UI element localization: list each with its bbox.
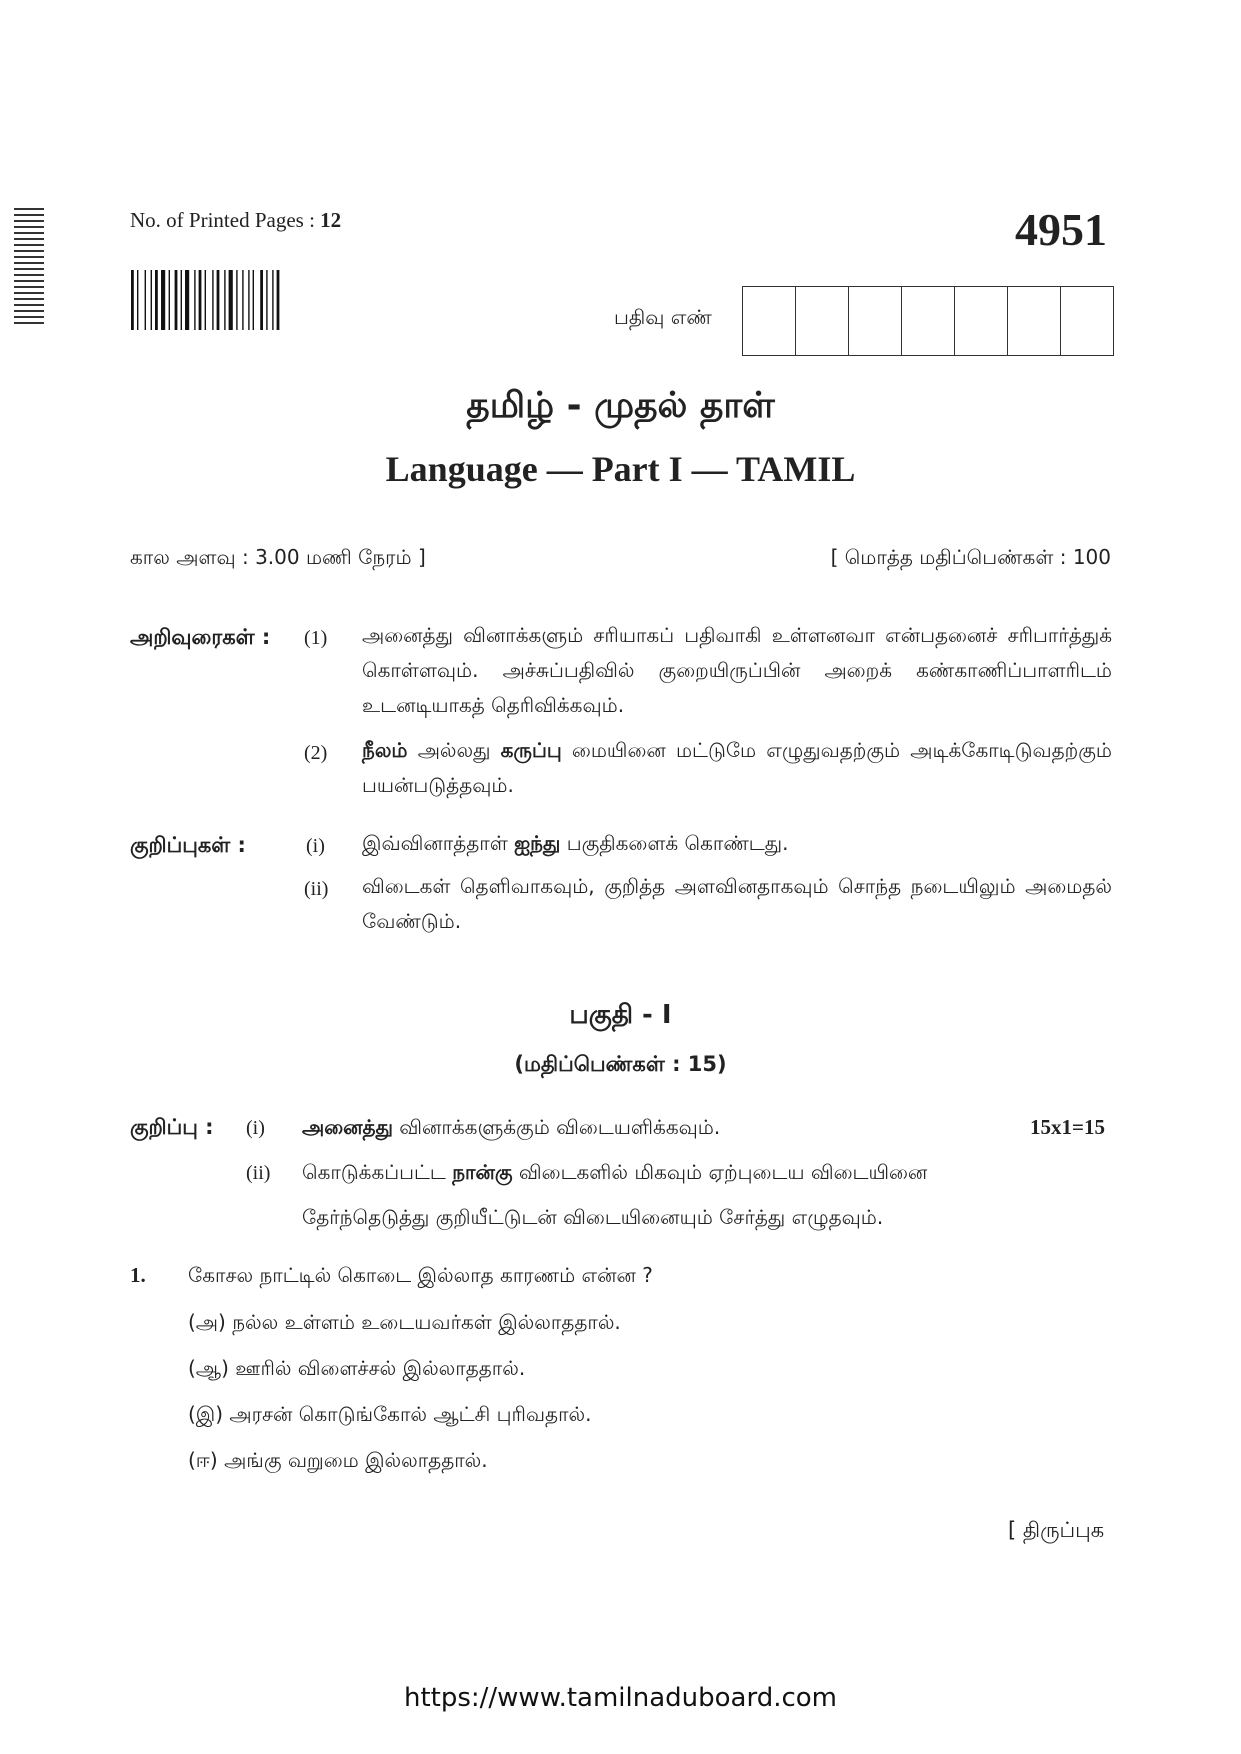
title-tamil: தமிழ் - முதல் தாள்: [466, 385, 775, 426]
instruction-text: [362, 733, 1112, 803]
tick-mark: [14, 268, 44, 270]
section-note-text: [302, 1115, 720, 1142]
margin-tick-marks: [14, 208, 44, 328]
register-digit-box: [796, 287, 849, 355]
printed-pages-value: 12: [320, 208, 342, 232]
option-key: (இ): [188, 1402, 224, 1426]
section-note-text: தேர்ந்தெடுத்து குறியீட்டுடன் விடையினையும் சேர்த்து எழுதவும்.: [302, 1205, 884, 1229]
option-text: அங்கு வறுமை இல்லாததால்.: [224, 1448, 488, 1472]
duration: கால அளவு : 3.00 மணி நேரம் ]: [130, 545, 426, 569]
option-key: (ஆ): [188, 1356, 229, 1380]
printed-pages-label: No. of Printed Pages :: [130, 208, 315, 232]
option-text: அரசன் கொடுங்கோல் ஆட்சி புரிவதால்.: [229, 1402, 592, 1426]
emphasis: ஐந்து: [514, 831, 561, 855]
emphasis-blue: நீலம்: [362, 738, 408, 762]
tick-mark: [14, 214, 44, 216]
note-number: (ii): [304, 878, 329, 900]
option-c: [188, 1402, 591, 1429]
section-marks: (மதிப்பெண்கள் : 15): [514, 1052, 727, 1076]
title-english: Language — Part I — TAMIL: [385, 449, 856, 489]
tick-mark: [14, 292, 44, 294]
emphasis: அனைத்து: [302, 1115, 393, 1139]
note-text: [362, 826, 1112, 861]
tick-mark: [14, 250, 44, 252]
note-text: விடைகள் தெளிவாகவும், குறித்த அளவினதாகவும் சொந்த நடையிலும் அமைதல் வேண்டும்.: [362, 874, 1112, 933]
tick-mark: [14, 232, 44, 234]
register-digit-box: [1008, 287, 1061, 355]
tick-mark: [14, 256, 44, 258]
register-digit-box: [849, 287, 902, 355]
footer-url: https://www.tamilnaduboard.com: [403, 1683, 838, 1713]
option-text: ஊரில் விளைச்சல் இல்லாததால்.: [235, 1356, 526, 1380]
option-key: (ஈ): [188, 1448, 218, 1472]
section-score: 15x1=15: [1030, 1115, 1105, 1139]
text-span: விடைகளில் மிகவும் ஏற்புடைய விடையினை: [512, 1160, 928, 1184]
register-number-boxes: [742, 286, 1114, 356]
text-span: மையினை மட்டுமே எழுதுவதற்கும் அடிக்கோடிடுவதற்கும் பயன்படுத்தவும்.: [362, 738, 1112, 797]
section-note-number: (i): [246, 1117, 265, 1139]
tick-mark: [14, 286, 44, 288]
register-digit-box: [1061, 287, 1113, 355]
tick-mark: [14, 322, 44, 324]
section-note-label: குறிப்பு :: [130, 1115, 214, 1139]
note-number: (i): [306, 835, 325, 857]
section-title: பகுதி - I: [569, 1000, 672, 1030]
option-d: [188, 1448, 488, 1475]
text-span: வினாக்களுக்கும் விடையளிக்கவும்.: [392, 1115, 721, 1139]
tick-mark: [14, 304, 44, 306]
emphasis: நான்கு: [452, 1160, 513, 1184]
paper-code: 4951: [1015, 204, 1107, 255]
barcode: [131, 270, 299, 330]
instruction-number: (2): [304, 742, 328, 764]
instruction-text: அனைத்து வினாக்களும் சரியாகப் பதிவாகி உள்ளனவா என்பதனைச் சரிபார்த்துக் கொள்ளவும். அச்சுப்பதிவில் குறையிருப்பின் அறைக் கண்காணிப்பாளரிடம் உடனடியாகத் தெரிவிக்கவும்.: [362, 623, 1112, 717]
text-span: அல்லது: [407, 738, 501, 762]
tick-mark: [14, 208, 44, 210]
section-note-number: (ii): [246, 1162, 271, 1184]
text-span: கொடுக்கப்பட்ட: [302, 1160, 453, 1184]
tick-mark: [14, 274, 44, 276]
tick-mark: [14, 226, 44, 228]
turn-over-note: [ திருப்புக: [1008, 1518, 1105, 1542]
tick-mark: [14, 316, 44, 318]
instruction-number: (1): [304, 627, 328, 649]
emphasis-black: கருப்பு: [500, 738, 562, 762]
question-number: 1.: [130, 1263, 146, 1287]
register-digit-box: [955, 287, 1008, 355]
tick-mark: [14, 310, 44, 312]
register-digit-box: [902, 287, 955, 355]
tick-mark: [14, 298, 44, 300]
total-marks: [ மொத்த மதிப்பெண்கள் : 100: [830, 545, 1111, 569]
section-note-text: [302, 1160, 927, 1187]
instructions-label: அறிவுரைகள் :: [130, 625, 271, 649]
question-text: கோசல நாட்டில் கொடை இல்லாத காரணம் என்ன ?: [188, 1263, 653, 1287]
tick-mark: [14, 238, 44, 240]
tick-mark: [14, 262, 44, 264]
tick-mark: [14, 220, 44, 222]
tick-mark: [14, 280, 44, 282]
tick-mark: [14, 244, 44, 246]
option-a: [188, 1310, 621, 1337]
option-key: (அ): [188, 1310, 226, 1334]
register-digit-box: [743, 287, 796, 355]
option-text: நல்ல உள்ளம் உடையவர்கள் இல்லாததால்.: [232, 1310, 621, 1334]
option-b: [188, 1356, 525, 1383]
register-number-label: பதிவு எண்: [614, 305, 712, 329]
printed-pages: [130, 208, 341, 233]
text-span: பகுதிகளைக் கொண்டது.: [560, 831, 789, 855]
notes-label: குறிப்புகள் :: [130, 833, 246, 857]
text-span: இவ்வினாத்தாள்: [362, 831, 515, 855]
